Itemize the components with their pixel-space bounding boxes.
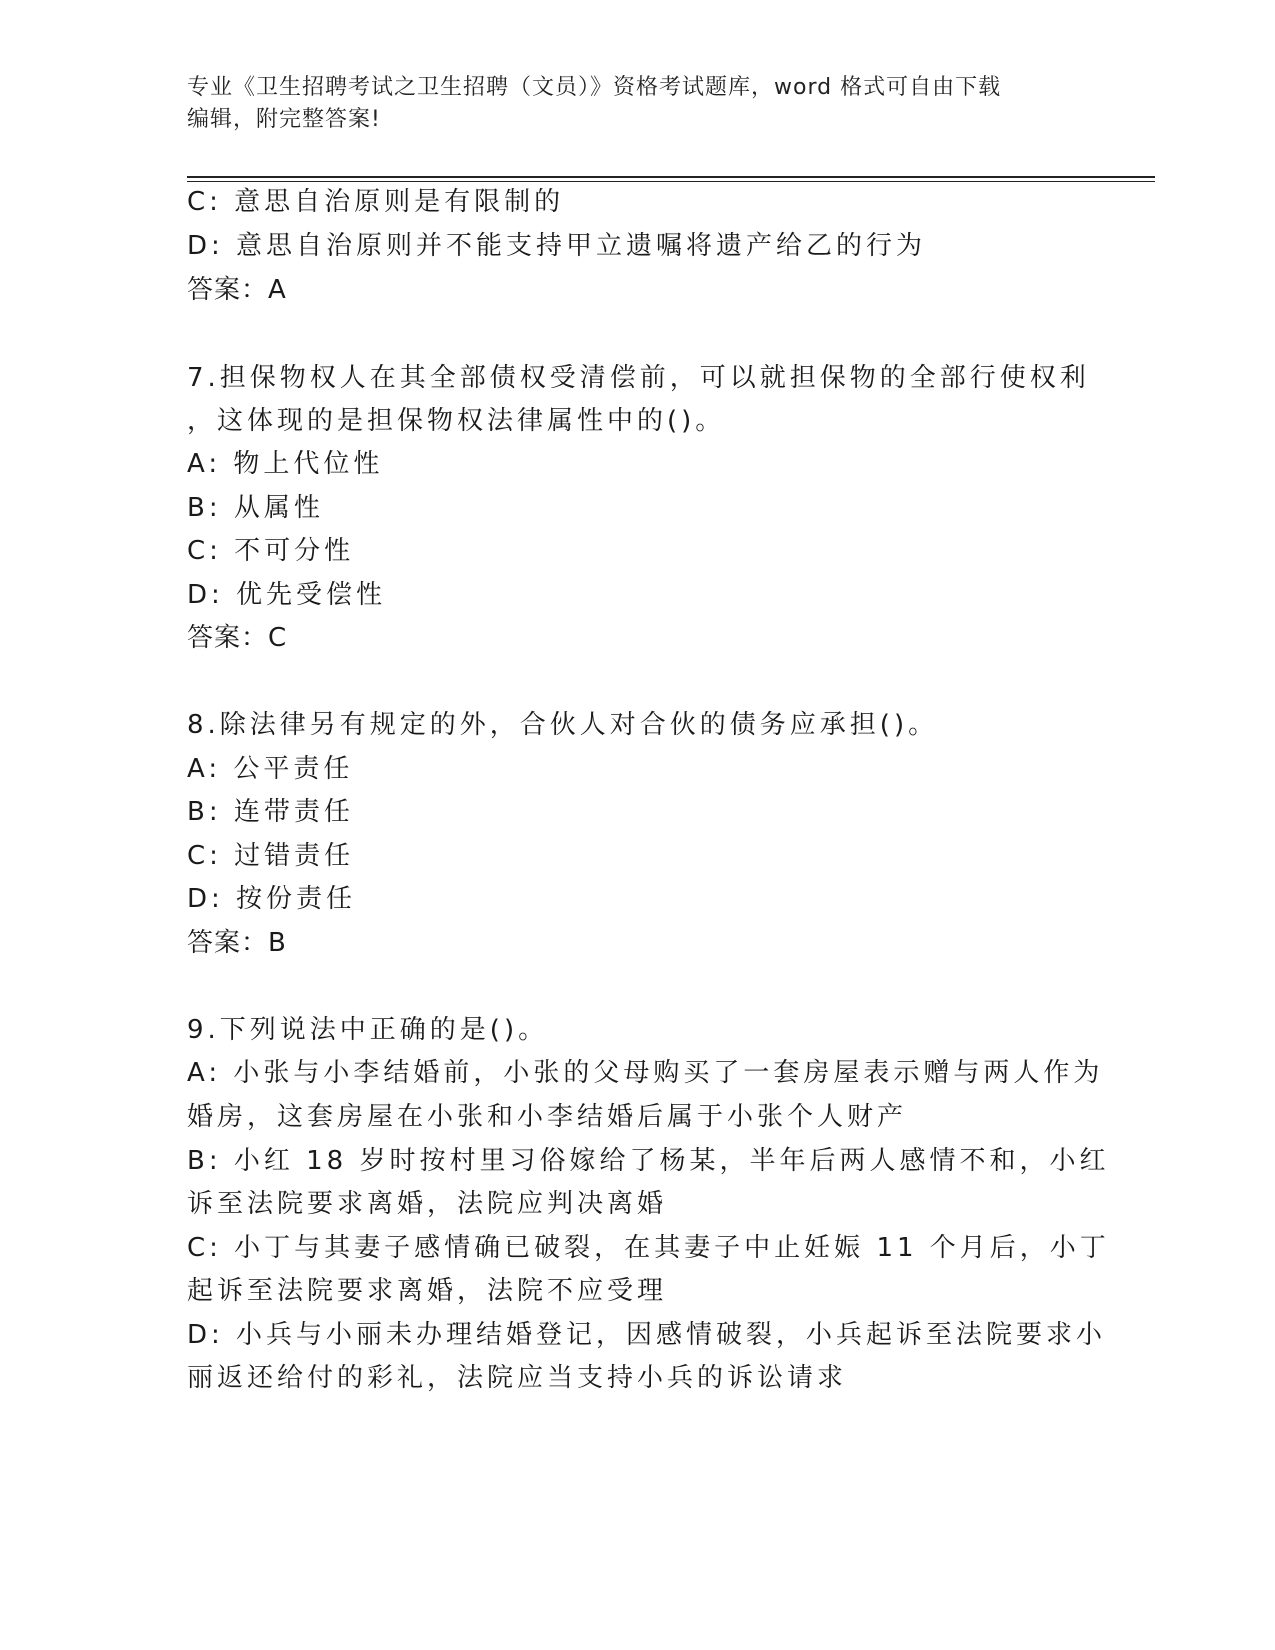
q7-option-d: D: 优先受偿性	[187, 580, 387, 610]
header-line-2: 编辑，附完整答案!	[187, 107, 381, 132]
q8-option-d: D: 按份责任	[187, 884, 357, 914]
q6-option-c: C: 意思自治原则是有限制的	[187, 187, 565, 217]
q7-stem-line-2: ，这体现的是担保物权法律属性中的()。	[187, 406, 726, 436]
q9-stem: 9.下列说法中正确的是()。	[187, 1015, 549, 1045]
q8-stem: 8.除法律另有规定的外，合伙人对合伙的债务应承担()。	[187, 710, 939, 740]
q7-stem-line-1: 7.担保物权人在其全部债权受清偿前，可以就担保物的全部行使权利	[187, 363, 1090, 393]
q7-option-c: C: 不可分性	[187, 536, 355, 566]
q8-answer: 答案：B	[187, 928, 287, 958]
q9-option-a-line-2: 婚房，这套房屋在小张和小李结婚后属于小张个人财产	[187, 1102, 908, 1132]
q7-answer: 答案：C	[187, 623, 288, 653]
q9-option-d-line-1: D: 小兵与小丽未办理结婚登记，因感情破裂，小兵起诉至法院要求小	[187, 1320, 1107, 1350]
document-header	[187, 72, 1067, 136]
header-rule-thin	[187, 181, 1155, 182]
q9-option-b-line-2: 诉至法院要求离婚，法院应判决离婚	[187, 1189, 668, 1219]
q9-option-a-line-1: A: 小张与小李结婚前，小张的父母购买了一套房屋表示赠与两人作为	[187, 1058, 1104, 1088]
q8-option-c: C: 过错责任	[187, 841, 355, 871]
q6-option-d: D: 意思自治原则并不能支持甲立遗嘱将遗产给乙的行为	[187, 231, 927, 261]
q6-answer: 答案：A	[187, 275, 287, 305]
header-line-1: 专业《卫生招聘考试之卫生招聘（文员）》资格考试题库，word 格式可自由下载	[187, 75, 1002, 100]
q9-option-d-line-2: 丽返还给付的彩礼，法院应当支持小兵的诉讼请求	[187, 1363, 848, 1393]
header-rule-thick	[187, 176, 1155, 178]
q7-option-a: A: 物上代位性	[187, 449, 384, 479]
q8-option-b: B: 连带责任	[187, 797, 354, 827]
q9-option-c-line-2: 起诉至法院要求离婚，法院不应受理	[187, 1276, 668, 1306]
q8-option-a: A: 公平责任	[187, 754, 354, 784]
q7-option-b: B: 从属性	[187, 493, 324, 523]
q9-option-b-line-1: B: 小红 18 岁时按村里习俗嫁给了杨某，半年后两人感情不和，小红	[187, 1146, 1110, 1176]
q9-option-c-line-1: C: 小丁与其妻子感情确已破裂，在其妻子中止妊娠 11 个月后，小丁	[187, 1233, 1110, 1263]
